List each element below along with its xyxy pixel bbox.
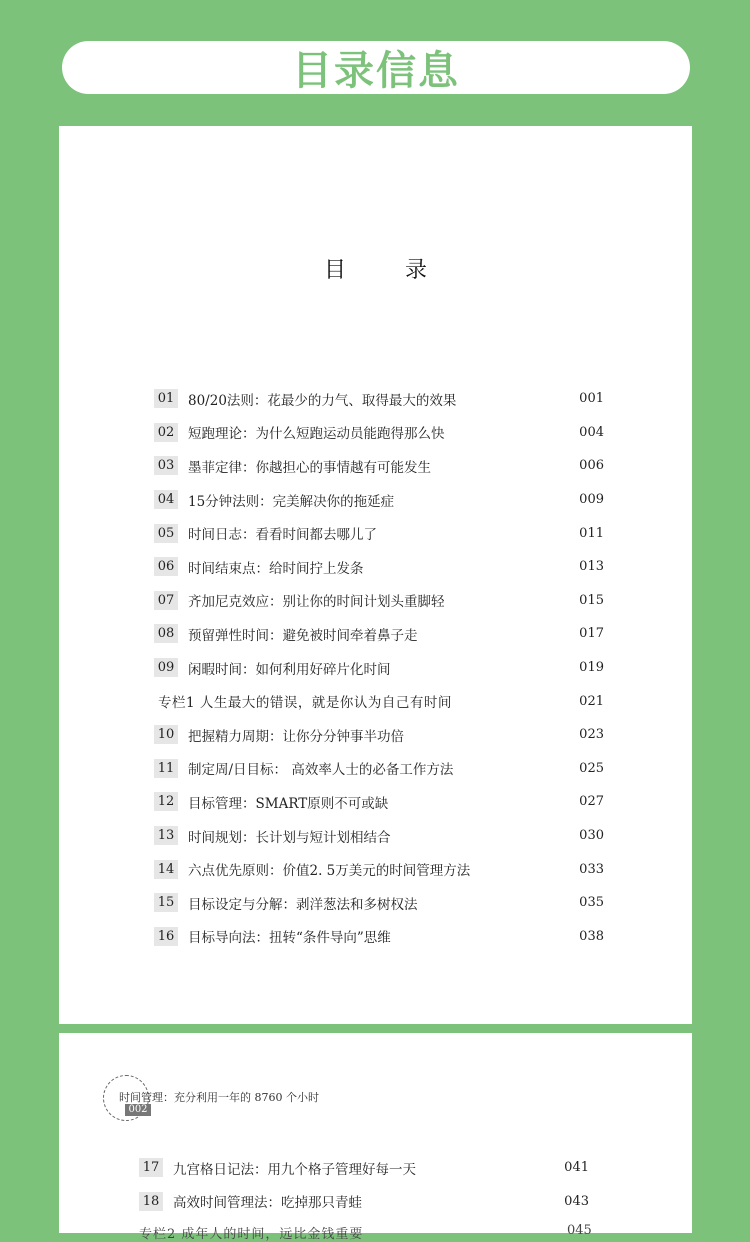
entry-title: 时间规划：长计划与短计划相结合 xyxy=(188,829,391,846)
toc-entry xyxy=(154,416,604,450)
entry-page: 033 xyxy=(579,861,604,877)
entry-page: 035 xyxy=(579,895,604,911)
entry-title: 高效时间管理法：吃掉那只青蛙 xyxy=(173,1195,362,1212)
entry-page: 017 xyxy=(579,626,604,642)
toc-entry xyxy=(154,819,604,853)
toc-list-2 xyxy=(139,1151,589,1218)
toc-entry xyxy=(154,852,604,886)
toc-entry xyxy=(154,516,604,550)
entry-title: 15分钟法则：完美解决你的拖延症 xyxy=(188,493,395,510)
toc-entry xyxy=(154,382,604,416)
entry-number: 15 xyxy=(154,893,178,912)
entry-number: 14 xyxy=(154,860,178,879)
entry-number: 13 xyxy=(154,826,178,845)
entry-title: 九宫格日记法：用九个格子管理好每一天 xyxy=(173,1161,416,1178)
toc-entry-cut: 专栏2 成年人的时间，远比金钱重要 xyxy=(139,1227,364,1242)
toc-entry xyxy=(154,920,604,954)
entry-page: 025 xyxy=(579,760,604,776)
entry-number: 03 xyxy=(154,456,178,475)
toc-entry xyxy=(154,449,604,483)
entry-title: 六点优先原则：价值2. 5万美元的时间管理方法 xyxy=(188,863,471,880)
entry-number: 09 xyxy=(154,658,178,677)
entry-number: 04 xyxy=(154,490,178,509)
entry-number: 16 xyxy=(154,927,178,946)
entry-title: 墨菲定律：你越担心的事情越有可能发生 xyxy=(188,459,431,476)
toc-heading: 目 录 xyxy=(324,258,453,283)
entry-number: 17 xyxy=(139,1158,163,1177)
toc-entry xyxy=(154,584,604,618)
entry-page: 019 xyxy=(579,660,604,676)
toc-entry xyxy=(154,785,604,819)
entry-page: 006 xyxy=(579,458,604,474)
entry-title: 把握精力周期：让你分分钟事半功倍 xyxy=(188,728,404,745)
entry-number: 06 xyxy=(154,557,178,576)
entry-title: 闲暇时间：如何利用好碎片化时间 xyxy=(188,661,391,678)
entry-page: 021 xyxy=(579,693,604,709)
entry-page: 030 xyxy=(579,828,604,844)
entry-number: 08 xyxy=(154,624,178,643)
toc-entry xyxy=(154,718,604,752)
toc-page-2 xyxy=(59,1033,692,1242)
entry-title: 目标导向法：扭转“条件导向”思维 xyxy=(188,930,391,947)
running-head: 时间管理：充分利用一年的 8760 个小时 xyxy=(119,1091,319,1104)
toc-entry xyxy=(139,1151,589,1185)
entry-page: 001 xyxy=(579,391,604,407)
toc-entry xyxy=(154,483,604,517)
entry-title: 预留弹性时间：避免被时间牵着鼻子走 xyxy=(188,627,418,644)
banner-title: 目录信息 xyxy=(292,48,460,94)
entry-number: 11 xyxy=(154,759,178,778)
entry-title: 短跑理论：为什么短跑运动员能跑得那么快 xyxy=(188,426,445,443)
toc-entry xyxy=(154,752,604,786)
toc-entry xyxy=(154,886,604,920)
entry-title: 目标管理：SMART原则不可或缺 xyxy=(188,795,389,812)
entry-page: 043 xyxy=(564,1193,589,1209)
toc-page xyxy=(59,126,692,1024)
entry-page: 027 xyxy=(579,794,604,810)
toc-entry-cut-page: 045 xyxy=(567,1223,592,1238)
toc-entry xyxy=(139,1185,589,1219)
entry-page: 013 xyxy=(579,559,604,575)
entry-title: 专栏1 人生最大的错误，就是你认为自己有时间 xyxy=(158,695,452,712)
entry-page: 038 xyxy=(579,928,604,944)
entry-number: 01 xyxy=(154,389,178,408)
toc-list xyxy=(154,382,604,953)
toc-entry xyxy=(154,617,604,651)
entry-title: 80/20法则：花最少的力气、取得最大的效果 xyxy=(188,392,457,409)
entry-number: 12 xyxy=(154,792,178,811)
entry-title: 目标设定与分解：剥洋葱法和多树权法 xyxy=(188,896,418,913)
entry-page: 004 xyxy=(579,424,604,440)
entry-number: 18 xyxy=(139,1192,163,1211)
entry-number: 07 xyxy=(154,591,178,610)
entry-page: 015 xyxy=(579,592,604,608)
toc-column-entry xyxy=(154,684,604,718)
entry-title: 时间日志：看看时间都去哪儿了 xyxy=(188,527,377,544)
toc-entry xyxy=(154,550,604,584)
entry-title: 齐加尼克效应：别让你的时间计划头重脚轻 xyxy=(188,594,445,611)
entry-number: 02 xyxy=(154,423,178,442)
header-banner xyxy=(62,41,690,94)
entry-title: 制定周/日目标： 高效率人士的必备工作方法 xyxy=(188,762,454,779)
toc-entry xyxy=(154,651,604,685)
page-number: 002 xyxy=(125,1104,151,1116)
entry-page: 011 xyxy=(579,525,604,541)
entry-number: 10 xyxy=(154,725,178,744)
entry-page: 041 xyxy=(564,1160,589,1176)
entry-page: 009 xyxy=(579,492,604,508)
entry-page: 023 xyxy=(579,727,604,743)
entry-number: 05 xyxy=(154,524,178,543)
entry-title: 时间结束点：给时间拧上发条 xyxy=(188,560,364,577)
